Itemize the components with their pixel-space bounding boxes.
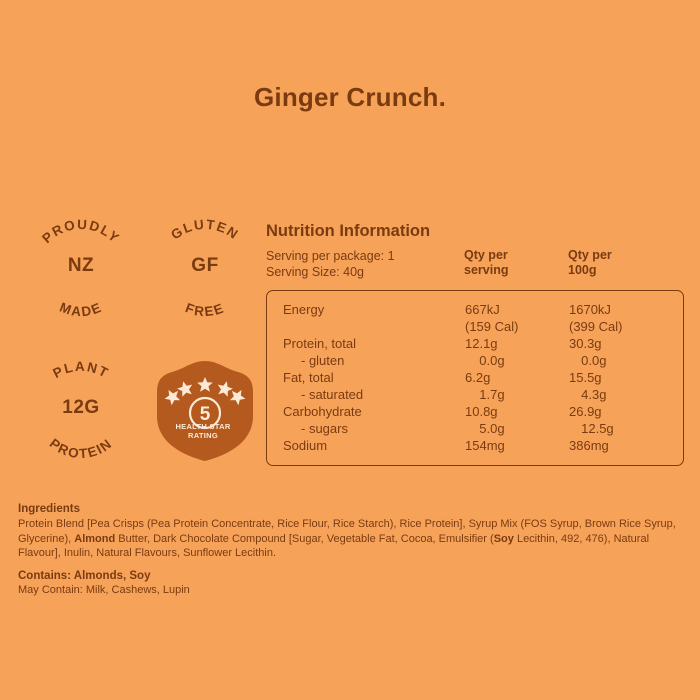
column-header-per-100g <box>568 248 672 278</box>
table-row <box>267 369 683 386</box>
nutrient-per-100g: 1670kJ <box>569 302 611 317</box>
badge-gluten-free <box>150 214 260 324</box>
svg-text:PROTEIN <box>47 436 115 462</box>
health-star-label-line1: HEALTH STAR <box>175 422 231 431</box>
nutrition-table <box>266 290 684 466</box>
svg-text:FREE <box>183 300 226 319</box>
nutrient-per-serving: 10.8g <box>465 404 498 419</box>
nutrient-per-serving: 1.7g <box>479 387 505 402</box>
ingredients-body <box>18 517 680 561</box>
nutrient-per-100g: 26.9g <box>569 404 602 419</box>
ingredients-section <box>18 503 680 597</box>
nutrient-per-serving: 5.0g <box>479 421 505 436</box>
table-row <box>267 437 683 454</box>
table-row <box>267 403 683 420</box>
badge-bottom-label: FREE <box>183 300 227 320</box>
nutrient-name: - sugars <box>301 421 348 436</box>
nutrition-heading: Nutrition Information <box>266 222 431 240</box>
nutrient-per-100g: 386mg <box>569 438 609 453</box>
nutrient-name: Carbohydrate <box>283 404 362 419</box>
ingredients-line-3c: Lecithin, 492, 476), Natural Flavour], Inulin, Natural Flavours, Sunflower Lecithin. <box>18 532 650 559</box>
allergen-soy: Soy <box>493 532 514 545</box>
badge-plant-protein <box>26 356 136 466</box>
nutrient-per-100g: 0.0g <box>581 353 607 368</box>
badge-proudly-nz-made <box>26 214 136 324</box>
svg-text:MADE <box>58 299 105 319</box>
allergen-almond: Almond <box>74 532 116 545</box>
badge-health-star-rating <box>150 356 260 466</box>
badge-top-label: PROUDLY <box>39 216 123 247</box>
badge-bottom-label: MADE <box>57 299 105 320</box>
column-header-per-serving <box>464 248 568 278</box>
ingredients-line-3a: ( <box>490 532 494 545</box>
ingredients-line-2c: Butter, Dark Chocolate Compound [Sugar, Vegetable Fat, Cocoa, Emulsifier <box>115 532 487 545</box>
page-title: Ginger Crunch. <box>253 82 447 112</box>
table-row <box>267 301 683 318</box>
nutrient-per-100g: (399 Cal) <box>569 319 623 334</box>
serving-info <box>266 248 684 280</box>
nutrient-name: - gluten <box>301 353 345 368</box>
nutrient-per-100g: 12.5g <box>581 421 614 436</box>
column-header-per-serving-line1: Qty per <box>464 248 508 262</box>
svg-text:GLUTEN <box>168 217 242 243</box>
table-row <box>267 386 683 403</box>
nutrient-per-serving: (159 Cal) <box>465 319 519 334</box>
nutrient-per-100g: 4.3g <box>581 387 607 402</box>
nutrient-per-100g: 30.3g <box>569 336 602 351</box>
table-row <box>267 352 683 369</box>
ingredients-heading: Ingredients <box>18 503 80 515</box>
nutrient-name: Energy <box>283 302 325 317</box>
nutrient-per-serving: 667kJ <box>465 302 500 317</box>
badge-center-label: 12G <box>62 397 100 418</box>
badge-top-label: PLANT <box>50 358 112 382</box>
badge-group <box>18 208 258 488</box>
nutrition-information-panel <box>266 222 684 466</box>
nutrient-per-serving: 0.0g <box>479 353 505 368</box>
nutrient-per-100g: 15.5g <box>569 370 602 385</box>
nutrient-name: Fat, total <box>283 370 334 385</box>
column-header-per-serving-line2: serving <box>464 263 509 277</box>
table-row <box>267 335 683 352</box>
may-contain-statement: May Contain: Milk, Cashews, Lupin <box>18 583 190 596</box>
column-header-per-100g-line2: 100g <box>568 263 597 277</box>
svg-text:PLANT <box>50 359 111 381</box>
table-row <box>267 420 683 437</box>
svg-text:PROUDLY <box>39 217 123 246</box>
health-star-rating-icon <box>152 358 258 464</box>
badge-bottom-label: PROTEIN <box>46 435 116 462</box>
badge-center-label: GF <box>191 255 219 276</box>
nutrient-name: - saturated <box>301 387 364 402</box>
column-header-per-100g-line1: Qty per <box>568 248 612 262</box>
health-star-value: 5 <box>199 404 211 425</box>
contains-statement: Contains: Almonds, Soy <box>18 569 151 582</box>
serving-size: Serving Size: 40g <box>266 265 364 279</box>
health-star-label <box>150 422 256 440</box>
badge-top-label: GLUTEN <box>168 216 242 243</box>
health-star-label-line2: RATING <box>188 431 218 440</box>
ingredients-line-1: Protein Blend [Pea Crisps (Pea Protein Concentrate, Rice Flour, Rice Starch), Rice Protein], Syrup Mix (FOS Syrup, <box>18 518 582 530</box>
ingredients-line-2a: Brown Rice Syrup, Glycerine), <box>18 518 676 545</box>
nutrient-per-serving: 12.1g <box>465 336 498 351</box>
table-row <box>267 318 683 335</box>
nutrient-name <box>283 318 465 335</box>
serving-left <box>266 248 464 280</box>
nutrient-per-serving: 6.2g <box>465 370 491 385</box>
nutrient-name: Protein, total <box>283 336 356 351</box>
badge-center-label: NZ <box>67 255 95 276</box>
nutrient-name: Sodium <box>283 438 328 453</box>
serving-per-package: Serving per package: 1 <box>266 249 395 263</box>
nutrient-per-serving: 154mg <box>465 438 505 453</box>
